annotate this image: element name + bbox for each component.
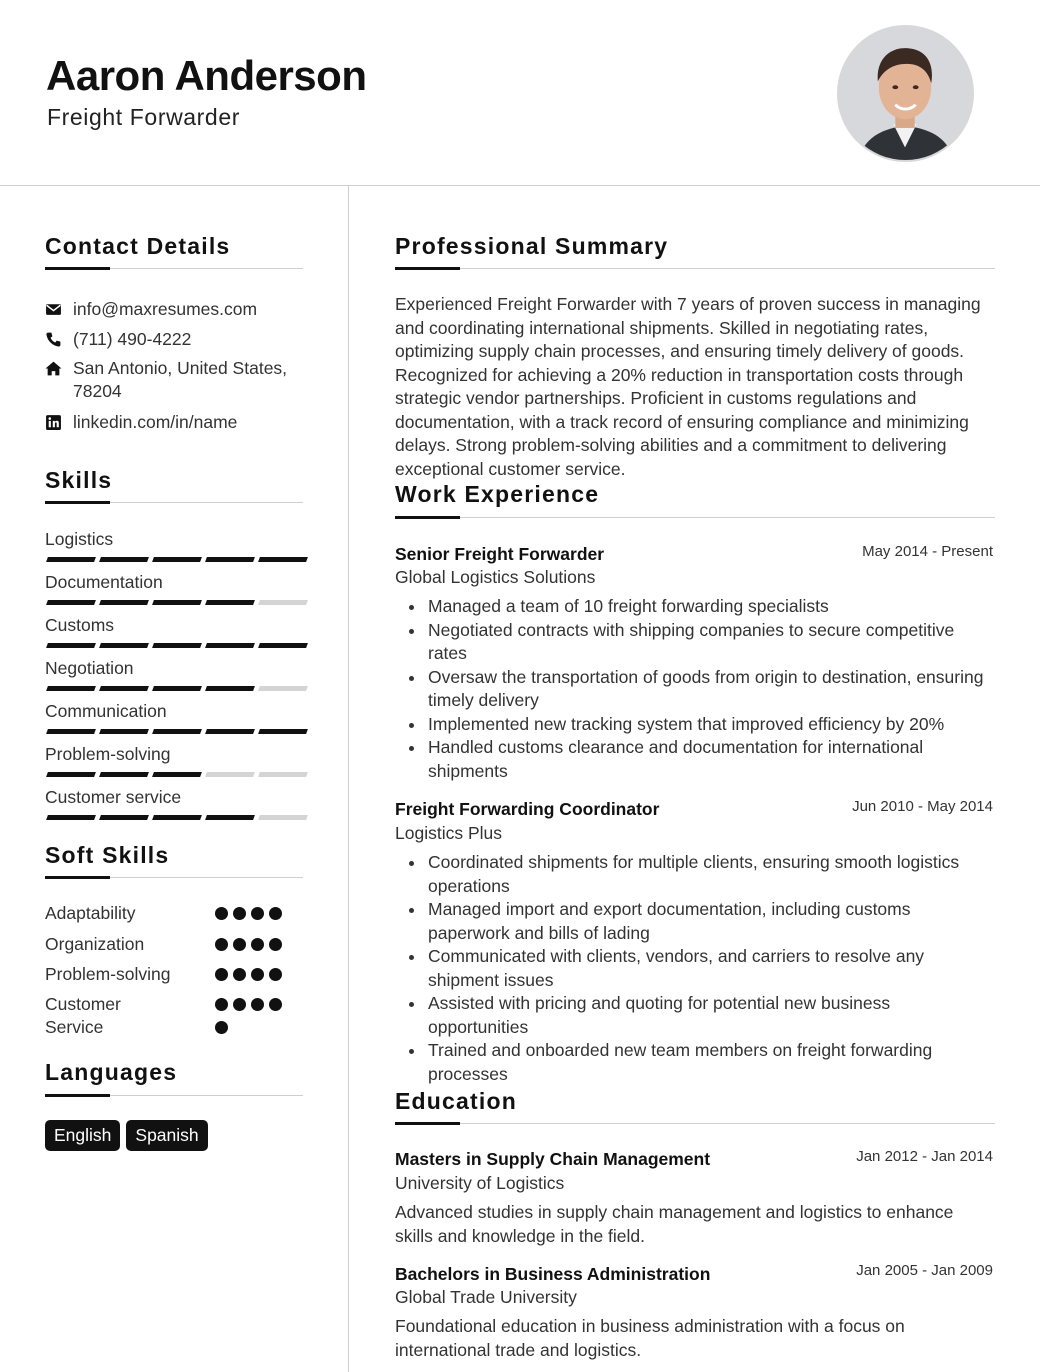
- skill-level-segment: [205, 557, 255, 562]
- phone-icon: [45, 328, 73, 351]
- contact-phone[interactable]: [45, 328, 303, 351]
- experience-heading-rule: [395, 517, 995, 518]
- summary-heading: Professional Summary: [395, 233, 669, 259]
- language-badge: English: [45, 1120, 120, 1151]
- skill-level-segment: [205, 772, 255, 777]
- skill-level-segment: [99, 815, 149, 820]
- job-bullet: Implemented new tracking system that improved efficiency by 20%: [395, 713, 995, 737]
- languages-heading-rule: [45, 1095, 303, 1096]
- job-bullet: Handled customs clearance and documentation for international shipments: [395, 736, 995, 783]
- language-badge: Spanish: [126, 1120, 207, 1151]
- contact-heading-rule: [45, 268, 303, 269]
- skill-name: Customs: [45, 615, 115, 635]
- resume-header: [0, 0, 1040, 186]
- skill-name: Logistics: [45, 529, 114, 549]
- skill-level-segment: [258, 772, 308, 777]
- languages-list: [45, 1120, 208, 1151]
- job-bullet: Managed a team of 10 freight forwarding specialists: [395, 595, 995, 619]
- skill-level-segment: [99, 729, 149, 734]
- skill-level-segment: [46, 729, 96, 734]
- skills-heading-rule: [45, 502, 303, 503]
- envelope-icon: [45, 298, 73, 321]
- contact-phone-text: (711) 490-4222: [73, 329, 192, 349]
- contact-address: [45, 357, 303, 403]
- contact-email-text: info@maxresumes.com: [73, 299, 258, 319]
- contact-linkedin-text: linkedin.com/in/name: [73, 412, 238, 432]
- rating-dot: [233, 907, 246, 920]
- rating-dot: [215, 998, 228, 1011]
- job-bullet: Negotiated contracts with shipping companies to secure competitive rates: [395, 619, 995, 666]
- linkedin-icon: [45, 411, 73, 434]
- job-title: Senior Freight Forwarder: [395, 544, 605, 564]
- rating-dot: [215, 907, 228, 920]
- skill-level-segment: [152, 772, 202, 777]
- degree-description: Foundational education in business administration with a focus on international trade and logistics.: [395, 1316, 905, 1360]
- job-date: Jun 2010 - May 2014: [852, 798, 993, 815]
- job-bullet: Communicated with clients, vendors, and carriers to resolve any shipment issues: [395, 945, 995, 992]
- skill-level-bar: [47, 643, 307, 648]
- soft-skill-name: Organization: [45, 934, 145, 954]
- languages-heading: Languages: [45, 1059, 178, 1085]
- skill-level-segment: [205, 815, 255, 820]
- job-company: Global Logistics Solutions: [395, 567, 596, 587]
- experience-heading: Work Experience: [395, 481, 600, 507]
- skill-level-segment: [99, 557, 149, 562]
- rating-dot: [215, 968, 228, 981]
- skill-level-bar: [47, 815, 307, 820]
- skill-name: Communication: [45, 701, 167, 721]
- soft-skill-rating: [215, 938, 287, 951]
- skill-level-segment: [46, 815, 96, 820]
- rating-dot: [233, 938, 246, 951]
- rating-dot: [251, 907, 264, 920]
- skill-level-segment: [99, 772, 149, 777]
- skill-level-segment: [46, 772, 96, 777]
- job-bullets: [395, 851, 995, 1086]
- skills-heading: Skills: [45, 467, 113, 493]
- rating-dot: [233, 998, 246, 1011]
- rating-dot: [251, 998, 264, 1011]
- contact-email[interactable]: [45, 298, 303, 321]
- skill-level-segment: [99, 643, 149, 648]
- skill-level-segment: [205, 729, 255, 734]
- skill-level-bar: [47, 557, 307, 562]
- job-company: Logistics Plus: [395, 823, 502, 843]
- education-heading: Education: [395, 1088, 517, 1114]
- skill-level-segment: [258, 729, 308, 734]
- school-name: Global Trade University: [395, 1287, 577, 1307]
- skill-level-segment: [258, 643, 308, 648]
- skill-level-segment: [46, 643, 96, 648]
- rating-dot: [215, 1021, 228, 1034]
- skill-level-bar: [47, 772, 307, 777]
- skill-level-segment: [152, 686, 202, 691]
- degree-title: Masters in Supply Chain Management: [395, 1149, 711, 1169]
- school-name: University of Logistics: [395, 1173, 565, 1193]
- soft-skill-rating: [215, 968, 287, 981]
- skill-level-bar: [47, 729, 307, 734]
- skill-name: Customer service: [45, 787, 182, 807]
- soft-skills-heading: Soft Skills: [45, 842, 170, 868]
- skill-level-segment: [99, 600, 149, 605]
- candidate-name: Aaron Anderson: [46, 52, 367, 99]
- home-icon: [45, 357, 73, 380]
- job-title: Freight Forwarding Coordinator: [395, 799, 660, 819]
- skill-level-segment: [205, 643, 255, 648]
- column-divider: [348, 186, 349, 1372]
- soft-skill-rating: [215, 998, 287, 1034]
- candidate-title: Freight Forwarder: [47, 104, 240, 130]
- skill-level-segment: [46, 557, 96, 562]
- education-heading-rule: [395, 1123, 995, 1124]
- skill-level-bar: [47, 686, 307, 691]
- skill-level-segment: [99, 686, 149, 691]
- skill-level-segment: [152, 729, 202, 734]
- rating-dot: [269, 968, 282, 981]
- degree-title: Bachelors in Business Administration: [395, 1264, 711, 1284]
- skill-level-segment: [258, 600, 308, 605]
- skill-level-segment: [205, 600, 255, 605]
- job-bullet: Trained and onboarded new team members on freight forwarding processes: [395, 1039, 995, 1086]
- summary-text: Experienced Freight Forwarder with 7 years of proven success in managing and coordinating international shipments. Skilled in negotiating rates, optimizing supply chain processes, and ensuring timely delivery of goods. Recognized for achieving a 20% reduction in transportation costs through strategic vendor partnerships. Proficient in customs regulations and documentation, with a track record of ensuring compliance and minimizing delays. Strong problem-solving abilities and a commitment to delivering exceptional customer service.: [395, 294, 981, 479]
- rating-dot: [269, 938, 282, 951]
- skill-level-segment: [46, 686, 96, 691]
- job-bullets: [395, 595, 995, 783]
- soft-skill-rating: [215, 907, 287, 920]
- job-bullet: Managed import and export documentation, including customs paperwork and bills of lading: [395, 898, 995, 945]
- skill-name: Problem-solving: [45, 744, 171, 764]
- skill-level-segment: [46, 600, 96, 605]
- contact-linkedin[interactable]: [45, 411, 303, 434]
- rating-dot: [251, 968, 264, 981]
- skill-level-segment: [152, 815, 202, 820]
- soft-skill-name: Adaptability: [45, 903, 136, 923]
- skill-name: Negotiation: [45, 658, 134, 678]
- degree-date: Jan 2012 - Jan 2014: [856, 1148, 993, 1165]
- job-bullet: Oversaw the transportation of goods from origin to destination, ensuring timely delivery: [395, 666, 995, 713]
- rating-dot: [251, 938, 264, 951]
- profile-photo: [837, 25, 974, 162]
- skill-level-bar: [47, 600, 307, 605]
- skill-level-segment: [258, 557, 308, 562]
- contact-address-text: San Antonio, United States, 78204: [73, 358, 288, 401]
- skill-level-segment: [152, 600, 202, 605]
- soft-skill-name: Customer Service: [45, 994, 121, 1037]
- job-date: May 2014 - Present: [862, 543, 993, 560]
- profile-photo-image: [839, 27, 972, 160]
- skill-level-segment: [205, 686, 255, 691]
- skill-name: Documentation: [45, 572, 163, 592]
- job-bullet: Coordinated shipments for multiple clients, ensuring smooth logistics operations: [395, 851, 995, 898]
- soft-skill-name: Problem-solving: [45, 964, 171, 984]
- contact-heading: Contact Details: [45, 233, 231, 259]
- rating-dot: [269, 907, 282, 920]
- job-bullet: Assisted with pricing and quoting for potential new business opportunities: [395, 992, 995, 1039]
- degree-date: Jan 2005 - Jan 2009: [856, 1262, 993, 1279]
- rating-dot: [215, 938, 228, 951]
- skill-level-segment: [152, 643, 202, 648]
- rating-dot: [233, 968, 246, 981]
- skill-level-segment: [258, 815, 308, 820]
- skill-level-segment: [258, 686, 308, 691]
- summary-heading-rule: [395, 268, 995, 269]
- skill-level-segment: [152, 557, 202, 562]
- degree-description: Advanced studies in supply chain management and logistics to enhance skills and knowledge in the field.: [395, 1202, 954, 1246]
- rating-dot: [269, 998, 282, 1011]
- soft-skills-heading-rule: [45, 877, 303, 878]
